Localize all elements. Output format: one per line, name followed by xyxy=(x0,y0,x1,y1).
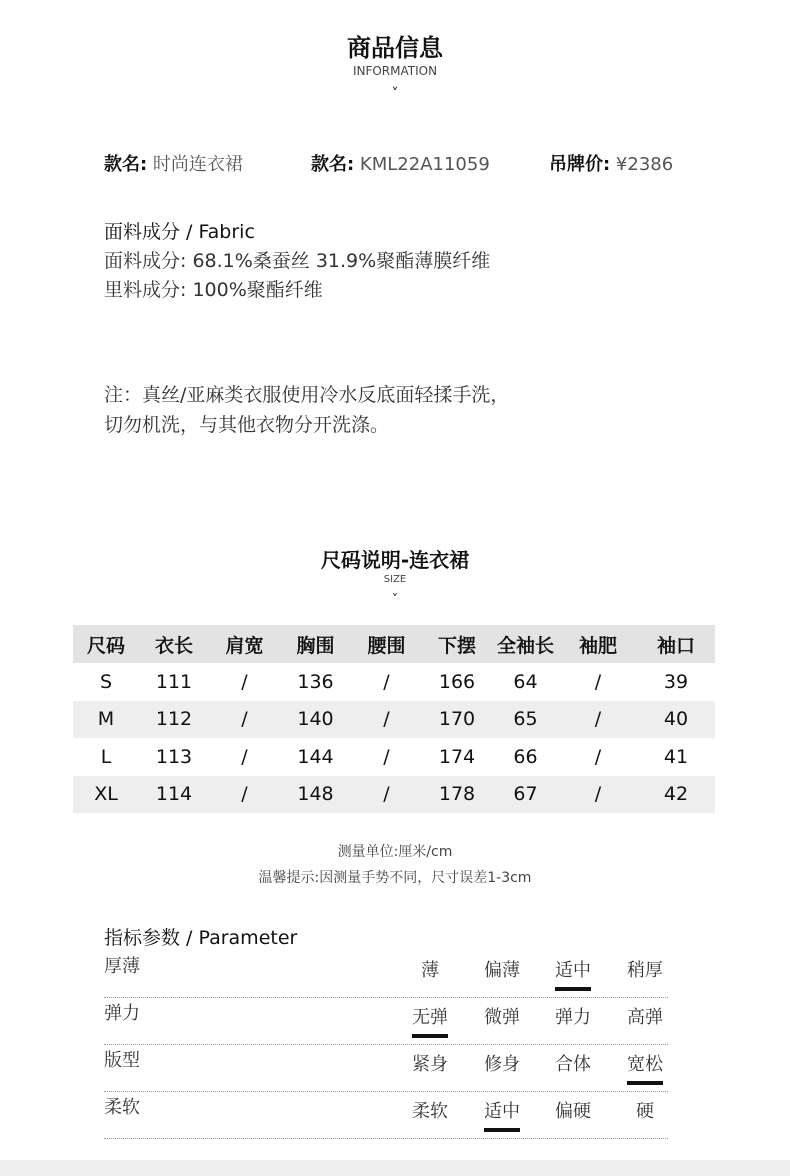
table-row xyxy=(73,776,715,814)
table-cell: / xyxy=(351,701,422,739)
product-info-title: 商品信息 xyxy=(347,34,443,62)
table-cell: 136 xyxy=(297,670,334,693)
param-row-softness xyxy=(104,1091,668,1139)
param-option-selected: 宽松 xyxy=(621,1050,669,1076)
param-option-selected: 适中 xyxy=(478,1097,526,1123)
table-cell: 148 xyxy=(280,776,351,814)
header-cuff: 袖口 xyxy=(637,625,715,663)
product-info-subtitle: INFORMATION xyxy=(352,64,438,78)
style-code-item xyxy=(311,150,490,176)
param-row-thickness xyxy=(104,950,668,998)
header-sleeve-length: 全袖长 xyxy=(492,625,559,663)
product-info-row xyxy=(0,150,790,176)
param-row-fit xyxy=(104,1044,668,1092)
param-option-selected: 无弹 xyxy=(406,1003,454,1029)
fabric-heading: 面料成分 / Fabric xyxy=(104,221,255,243)
tag-price-value: ¥2386 xyxy=(610,154,674,175)
table-row xyxy=(73,738,715,776)
chevron-down-icon: ˅ xyxy=(392,592,398,606)
size-table-header-row xyxy=(73,625,715,663)
table-cell: 64 xyxy=(513,670,538,693)
table-cell: 140 xyxy=(280,701,351,739)
header-sleeve-width: 袖肥 xyxy=(559,625,637,663)
param-option: 弹力 xyxy=(555,1007,591,1028)
table-cell: M xyxy=(73,701,139,739)
table-cell: 178 xyxy=(422,776,492,814)
size-table xyxy=(73,625,715,813)
parameter-title: 指标参数 / Parameter xyxy=(104,927,298,949)
style-code-value: KML22A11059 xyxy=(354,154,490,175)
param-option-selected: 适中 xyxy=(549,956,597,982)
table-cell: / xyxy=(351,776,422,814)
table-cell: XL xyxy=(73,776,139,814)
table-cell: 112 xyxy=(139,701,209,739)
table-cell: 39 xyxy=(663,670,689,693)
table-cell: 67 xyxy=(492,776,559,814)
size-chart-title: 尺码说明-连衣裙 xyxy=(320,548,470,572)
param-row-elasticity xyxy=(104,997,668,1045)
header-bust: 胸围 xyxy=(280,625,351,663)
param-option: 高弹 xyxy=(627,1007,663,1028)
style-name-label: 款名: xyxy=(104,154,148,175)
param-option: 偏薄 xyxy=(484,960,520,981)
style-name-item xyxy=(104,150,243,176)
header-size: 尺码 xyxy=(73,625,139,663)
fabric-outer-line: 面料成分: 68.1%桑蚕丝 31.9%聚酯薄膜纤维 xyxy=(104,250,491,272)
measurement-unit: 测量单位:厘米/cm xyxy=(337,844,453,860)
bottom-divider xyxy=(0,1160,790,1176)
chevron-down-icon: ˅ xyxy=(391,86,399,102)
param-option: 柔软 xyxy=(412,1101,448,1122)
tag-price-label: 吊牌价: xyxy=(549,154,611,175)
table-row xyxy=(73,663,715,701)
table-cell: 40 xyxy=(637,701,715,739)
table-cell: / xyxy=(594,745,602,768)
header-hem: 下摆 xyxy=(422,625,492,663)
table-cell: 174 xyxy=(438,745,476,768)
table-cell: 166 xyxy=(438,670,476,693)
table-cell: / xyxy=(559,701,637,739)
care-note-line-2: 切勿机洗，与其他衣物分开洗涤。 xyxy=(104,414,390,436)
table-cell: / xyxy=(383,745,390,768)
param-option: 稍厚 xyxy=(627,960,663,981)
fabric-lining-line: 里料成分: 100%聚酯纤维 xyxy=(104,279,323,301)
table-cell: 144 xyxy=(297,745,334,768)
param-label: 弹力 xyxy=(104,1003,140,1024)
table-cell: / xyxy=(209,701,280,739)
header-shoulder: 肩宽 xyxy=(209,625,280,663)
tag-price-item xyxy=(549,150,673,176)
table-cell: S xyxy=(99,670,113,693)
table-cell: / xyxy=(383,670,390,693)
param-option: 修身 xyxy=(484,1054,520,1075)
param-option: 微弹 xyxy=(484,1007,520,1028)
param-label: 柔软 xyxy=(104,1097,140,1118)
table-cell: 65 xyxy=(492,701,559,739)
param-option: 偏硬 xyxy=(555,1101,591,1122)
param-label: 厚薄 xyxy=(104,956,140,977)
table-cell: L xyxy=(100,745,112,768)
table-cell: 111 xyxy=(155,670,193,693)
param-option: 合体 xyxy=(555,1054,591,1075)
table-cell: / xyxy=(209,776,280,814)
style-code-label: 款名: xyxy=(311,154,355,175)
size-chart-subtitle: SIZE xyxy=(383,574,407,585)
table-cell: 170 xyxy=(422,701,492,739)
measurement-tip: 温馨提示:因测量手势不同，尺寸误差1-3cm xyxy=(258,870,532,886)
header-length: 衣长 xyxy=(139,625,209,663)
table-cell: / xyxy=(559,776,637,814)
table-cell: 66 xyxy=(513,745,538,768)
param-label: 版型 xyxy=(104,1050,140,1071)
table-cell: 41 xyxy=(663,745,689,768)
table-cell: / xyxy=(241,670,248,693)
care-note xyxy=(104,380,509,440)
table-cell: / xyxy=(241,745,248,768)
style-name-value: 时尚连衣裙 xyxy=(147,154,243,175)
table-cell: / xyxy=(594,670,602,693)
care-note-line-1: 注：真丝/亚麻类衣服使用冷水反底面轻揉手洗， xyxy=(104,384,510,406)
table-row xyxy=(73,701,715,739)
table-cell: 42 xyxy=(637,776,715,814)
header-waist: 腰围 xyxy=(351,625,422,663)
param-option: 紧身 xyxy=(412,1054,448,1075)
table-cell: 114 xyxy=(139,776,209,814)
param-option: 硬 xyxy=(636,1101,654,1122)
param-option: 薄 xyxy=(421,960,439,981)
table-cell: 113 xyxy=(155,745,193,768)
fabric-section xyxy=(104,218,490,305)
